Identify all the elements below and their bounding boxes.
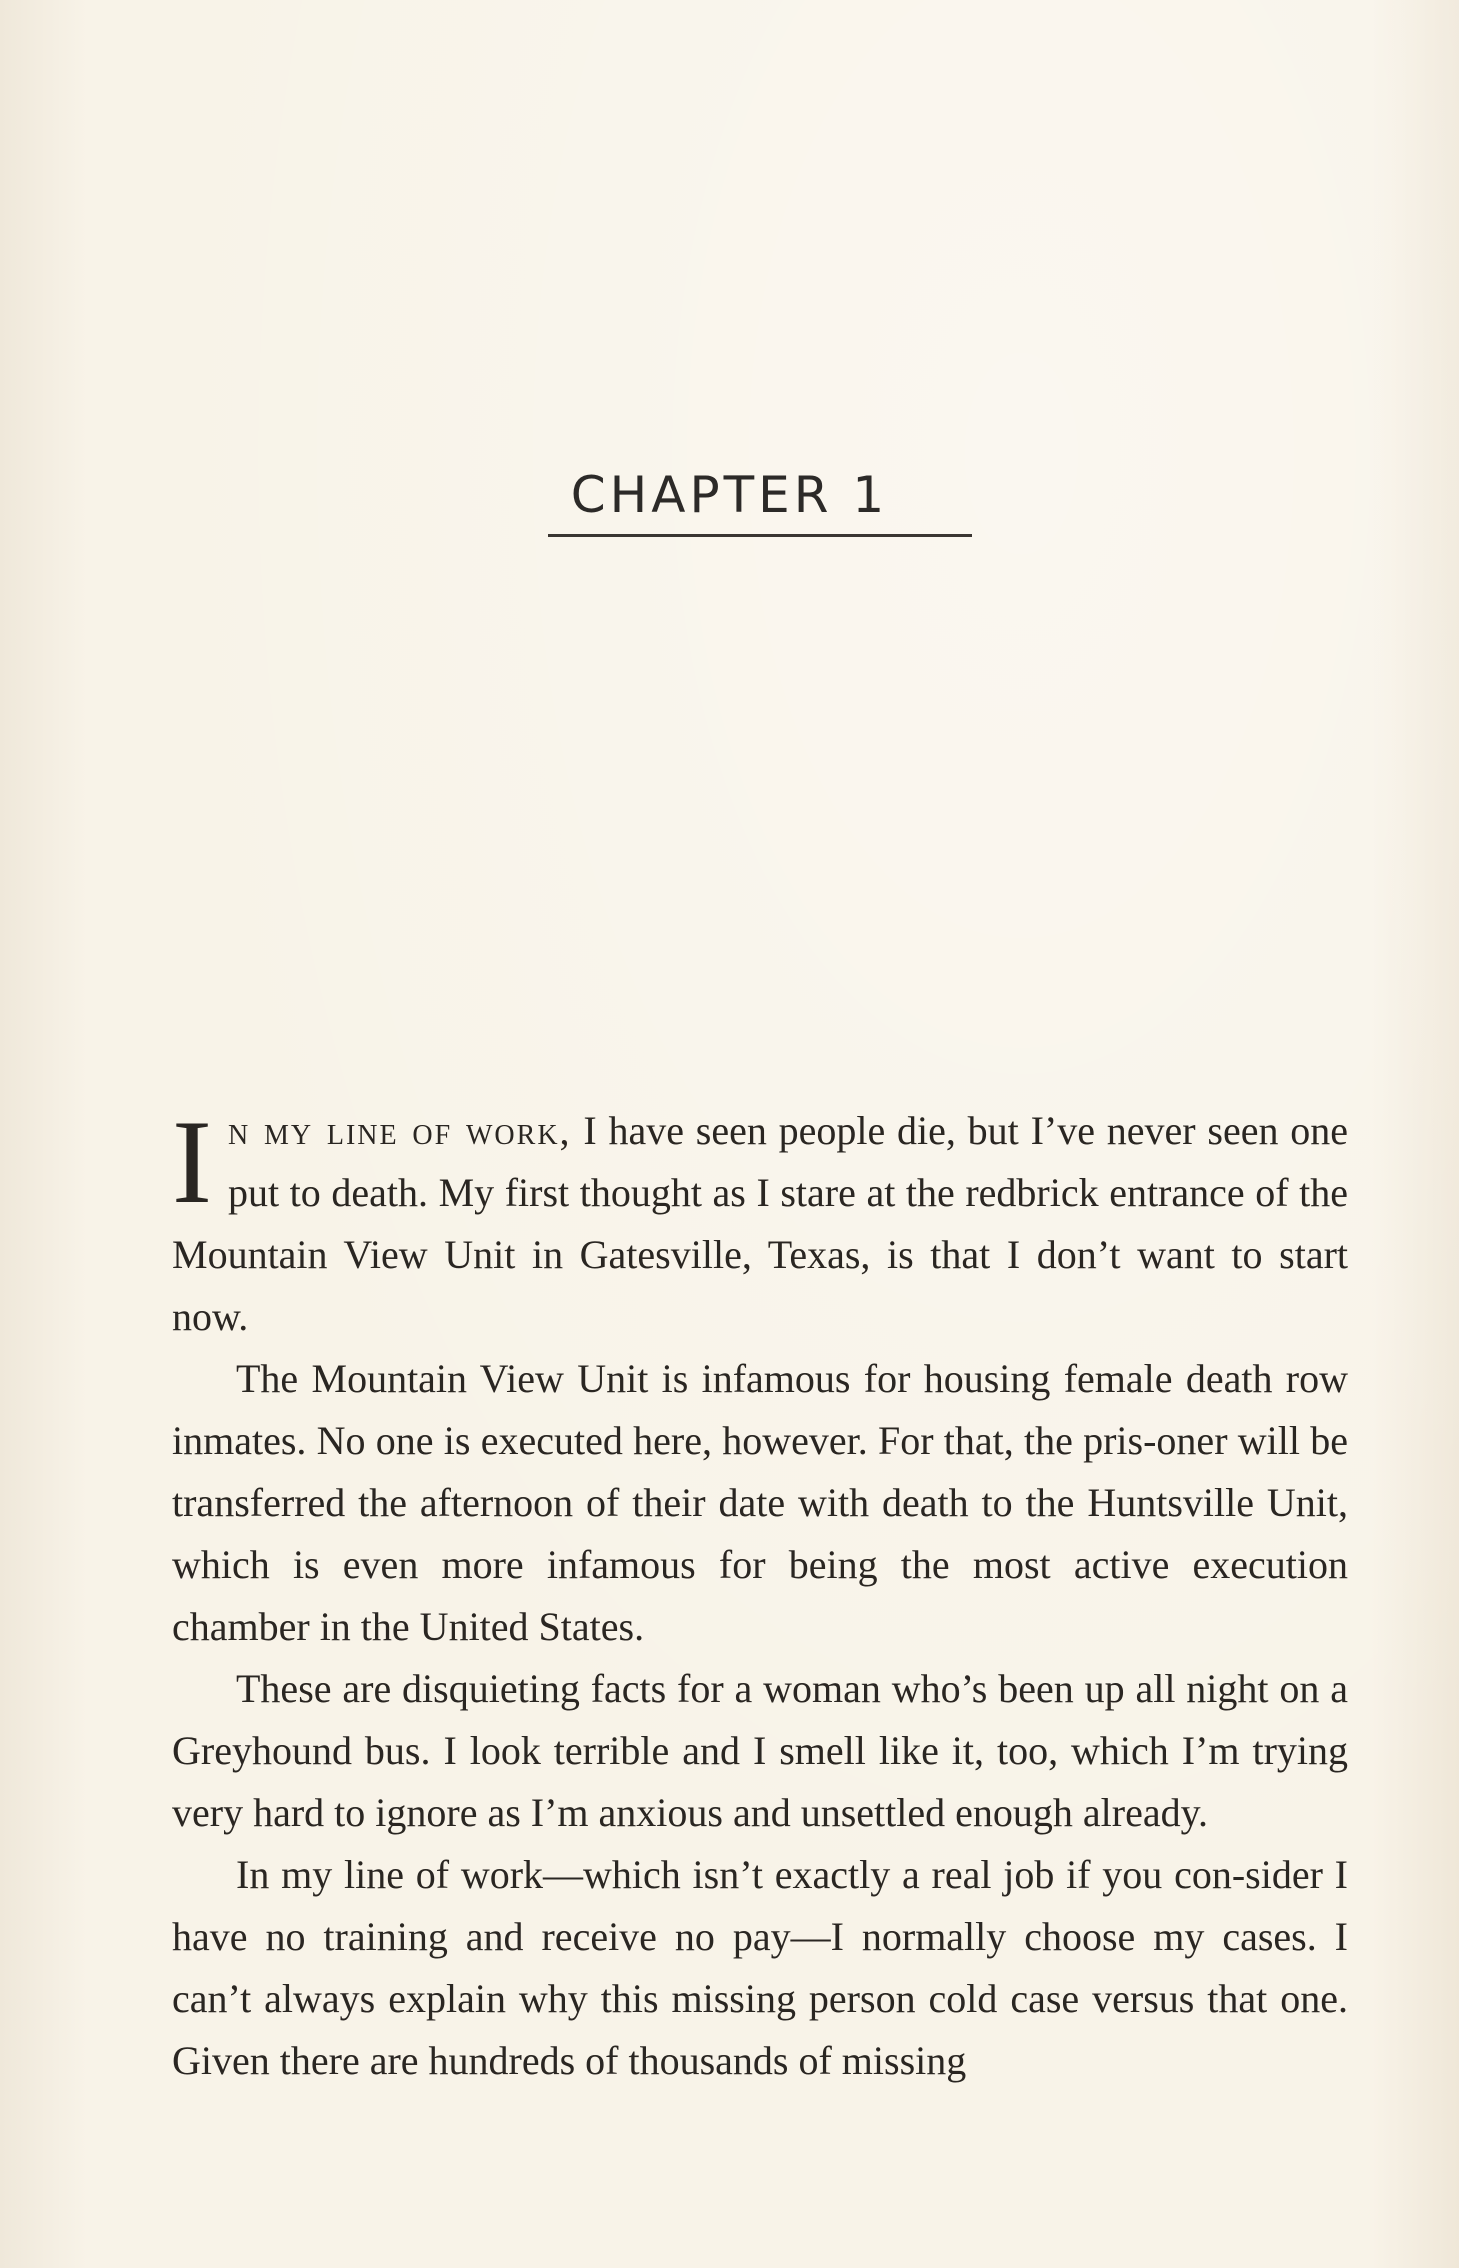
chapter-title-underline [548, 534, 972, 537]
paragraph-1 [172, 1095, 1348, 1348]
paragraph-2: The Mountain View Unit is infamous for housing female death row inmates. No one is executed here, however. For that, the pris-oner will be transferred the afternoon of their date with death to the Huntsville Unit, which is even more infamous for being the most active execution chamber in the United States. [172, 1356, 1348, 1649]
chapter-heading [0, 466, 1459, 537]
lead-in-smallcaps: n my line of work, [227, 1108, 572, 1153]
paragraph-4: In my line of work—which isn’t exactly a real job if you con-sider I have no training and receive no pay—I normally choose my cases. I can’t always explain why this missing person cold case versus that one. Given there are hundreds of thousands of missing [172, 1852, 1348, 2083]
chapter-body-text [172, 1095, 1348, 2092]
paragraph-1-text: I have seen people die, but I’ve never seen one put to death. My first thought as I stare at the redbrick entrance of the Mountain View Unit in Gatesville, Texas, is that I don’t want to start now. [172, 1108, 1348, 1339]
chapter-title: CHAPTER 1 [570, 466, 889, 524]
drop-cap: I [172, 1095, 212, 1228]
paragraph-3: These are disquieting facts for a woman who’s been up all night on a Greyhound bus. I look terrible and I smell like it, too, which I’m trying very hard to ignore as I’m anxious and unsettled enough already. [172, 1666, 1348, 1835]
